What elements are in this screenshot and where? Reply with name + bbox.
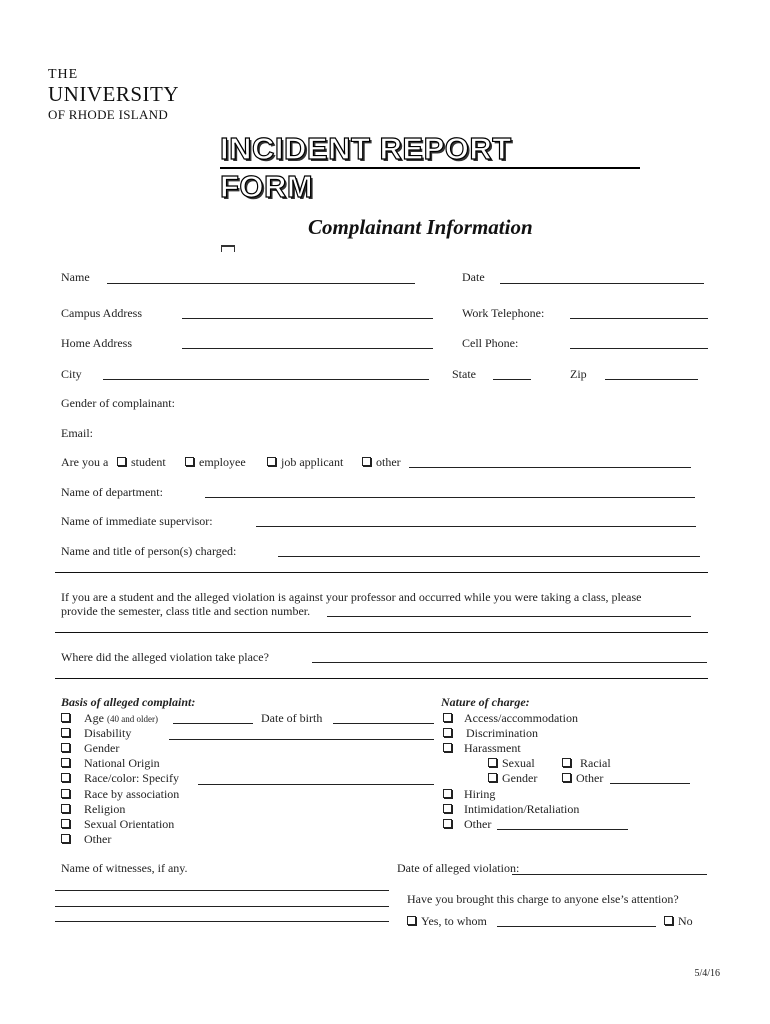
attention-question: Have you brought this charge to anyone else’s attention? bbox=[407, 892, 679, 906]
work-telephone-label: Work Telephone: bbox=[462, 306, 545, 320]
nature-hiring-option[interactable] bbox=[443, 787, 457, 802]
nature-discrimination-label: Discrimination bbox=[466, 726, 538, 740]
checkbox-icon[interactable] bbox=[407, 916, 416, 925]
checkbox-icon[interactable] bbox=[61, 728, 70, 737]
basis-age-note: (40 and older) bbox=[107, 714, 158, 724]
role-employee-option[interactable] bbox=[185, 455, 246, 470]
checkbox-icon[interactable] bbox=[562, 773, 571, 782]
campus-address-field[interactable] bbox=[182, 318, 433, 319]
city-field[interactable] bbox=[103, 379, 429, 380]
witness-field-1[interactable] bbox=[55, 890, 389, 891]
state-field[interactable] bbox=[493, 379, 531, 380]
name-label: Name bbox=[61, 270, 90, 284]
date-of-birth-label: Date of birth bbox=[261, 711, 323, 725]
nature-sexual-option[interactable] bbox=[488, 756, 535, 771]
home-address-field[interactable] bbox=[182, 348, 433, 349]
attention-yes-label: Yes, to whom bbox=[421, 914, 487, 928]
basis-disability-option[interactable] bbox=[61, 726, 75, 741]
basis-disability-label: Disability bbox=[84, 726, 132, 740]
charged-label: Name and title of person(s) charged: bbox=[61, 544, 237, 558]
checkbox-icon[interactable] bbox=[443, 743, 452, 752]
nature-other-sub-label: Other bbox=[576, 771, 604, 785]
department-label: Name of department: bbox=[61, 485, 163, 499]
nature-harassment-option[interactable] bbox=[443, 741, 457, 756]
nature-other-label: Other bbox=[464, 817, 492, 831]
checkbox-icon[interactable] bbox=[488, 773, 497, 782]
city-label: City bbox=[61, 367, 82, 381]
location-field[interactable] bbox=[312, 662, 707, 663]
role-employee-text: employee bbox=[199, 455, 246, 469]
nature-other-sub-field[interactable] bbox=[610, 783, 690, 784]
class-info-field[interactable] bbox=[327, 616, 691, 617]
nature-intimidation-label: Intimidation/Retaliation bbox=[464, 802, 580, 816]
checkbox-icon[interactable] bbox=[443, 713, 452, 722]
nature-heading: Nature of charge: bbox=[441, 695, 530, 709]
logo-line-the: THE bbox=[48, 67, 79, 82]
nature-racial-label: Racial bbox=[580, 756, 611, 770]
form-title-line1: INCIDENT REPORT bbox=[220, 131, 512, 166]
attention-whom-field[interactable] bbox=[497, 926, 656, 927]
role-other-text: other bbox=[376, 455, 401, 469]
basis-age-label bbox=[84, 711, 158, 726]
title-underline bbox=[220, 167, 640, 169]
nature-access-label: Access/accommodation bbox=[464, 711, 578, 725]
checkbox-icon[interactable] bbox=[61, 804, 70, 813]
basis-race-association-option[interactable] bbox=[61, 787, 75, 802]
role-student-option[interactable] bbox=[117, 455, 166, 470]
attention-no-option[interactable] bbox=[664, 914, 693, 929]
basis-national-origin-label: National Origin bbox=[84, 756, 160, 770]
basis-national-origin-option[interactable] bbox=[61, 756, 75, 771]
nature-racial-option[interactable] bbox=[562, 756, 611, 771]
role-job-applicant-text: job applicant bbox=[281, 455, 344, 469]
checkbox-icon[interactable] bbox=[562, 758, 571, 767]
checkbox-icon[interactable] bbox=[488, 758, 497, 767]
checkbox-icon[interactable] bbox=[185, 457, 194, 466]
nature-hiring-label: Hiring bbox=[464, 787, 496, 801]
divider bbox=[55, 572, 708, 573]
university-logo bbox=[48, 68, 179, 121]
nature-other-field[interactable] bbox=[497, 829, 628, 830]
disability-field[interactable] bbox=[169, 739, 434, 740]
basis-sexual-orientation-label: Sexual Orientation bbox=[84, 817, 175, 831]
nature-discrimination-option[interactable] bbox=[443, 726, 457, 741]
small-bracket-mark bbox=[221, 245, 235, 252]
basis-heading: Basis of alleged complaint: bbox=[61, 695, 196, 709]
gender-label: Gender of complainant: bbox=[61, 396, 175, 410]
campus-address-label: Campus Address bbox=[61, 306, 142, 320]
checkbox-icon[interactable] bbox=[61, 819, 70, 828]
nature-access-option[interactable] bbox=[443, 711, 457, 726]
checkbox-icon[interactable] bbox=[443, 728, 452, 737]
checkbox-icon[interactable] bbox=[117, 457, 126, 466]
attention-yes-option[interactable] bbox=[407, 914, 487, 929]
section-title: Complainant Information bbox=[308, 215, 533, 239]
supervisor-label: Name of immediate supervisor: bbox=[61, 514, 213, 528]
basis-race-color-option[interactable] bbox=[61, 771, 75, 786]
checkbox-icon[interactable] bbox=[61, 713, 70, 722]
nature-other-option[interactable] bbox=[443, 817, 457, 832]
checkbox-icon[interactable] bbox=[443, 804, 452, 813]
witness-field-3[interactable] bbox=[55, 921, 389, 922]
basis-gender-option[interactable] bbox=[61, 741, 75, 756]
cell-phone-label: Cell Phone: bbox=[462, 336, 519, 350]
role-job-applicant-option[interactable] bbox=[267, 455, 343, 470]
form-title-line2: FORM bbox=[220, 169, 314, 204]
checkbox-icon[interactable] bbox=[443, 789, 452, 798]
charged-field[interactable] bbox=[278, 556, 700, 557]
age-field[interactable] bbox=[173, 723, 253, 724]
basis-religion-option[interactable] bbox=[61, 802, 75, 817]
witnesses-label: Name of witnesses, if any. bbox=[61, 861, 188, 875]
state-label: State bbox=[452, 367, 476, 381]
location-label: Where did the alleged violation take place? bbox=[61, 650, 269, 664]
department-field[interactable] bbox=[205, 497, 695, 498]
checkbox-icon[interactable] bbox=[664, 916, 673, 925]
checkbox-icon[interactable] bbox=[267, 457, 276, 466]
basis-other-option[interactable] bbox=[61, 832, 75, 847]
witness-field-2[interactable] bbox=[55, 906, 389, 907]
basis-race-color-label: Race/color: Specify bbox=[84, 771, 179, 785]
zip-label: Zip bbox=[570, 367, 587, 381]
attention-no-label: No bbox=[678, 914, 693, 928]
zip-field[interactable] bbox=[605, 379, 698, 380]
nature-harassment-label: Harassment bbox=[464, 741, 521, 755]
nature-intimidation-option[interactable] bbox=[443, 802, 457, 817]
divider bbox=[55, 678, 708, 679]
logo-line-rhode-island: OF RHODE ISLAND bbox=[48, 107, 169, 122]
checkbox-icon[interactable] bbox=[61, 758, 70, 767]
logo-line-university: UNIVERSITY bbox=[48, 82, 179, 106]
basis-other-label: Other bbox=[84, 832, 112, 846]
basis-age-option[interactable] bbox=[61, 711, 75, 726]
nature-gender-option[interactable] bbox=[488, 771, 537, 786]
email-label: Email: bbox=[61, 426, 93, 440]
race-color-field[interactable] bbox=[198, 784, 434, 785]
role-student-text: student bbox=[131, 455, 166, 469]
cell-phone-field[interactable] bbox=[570, 348, 708, 349]
basis-sexual-orientation-option[interactable] bbox=[61, 817, 75, 832]
basis-age-text: Age bbox=[84, 711, 104, 725]
basis-religion-label: Religion bbox=[84, 802, 126, 816]
role-label: Are you a bbox=[61, 455, 109, 469]
checkbox-icon[interactable] bbox=[61, 773, 70, 782]
nature-other-sub-option[interactable] bbox=[562, 771, 603, 786]
date-label: Date bbox=[462, 270, 485, 284]
role-other-field[interactable] bbox=[409, 467, 691, 468]
date-of-birth-field[interactable] bbox=[333, 723, 434, 724]
home-address-label: Home Address bbox=[61, 336, 132, 350]
supervisor-field[interactable] bbox=[256, 526, 696, 527]
date-of-violation-label: Date of alleged violation: bbox=[397, 861, 520, 875]
role-other-option[interactable] bbox=[362, 455, 401, 470]
date-field[interactable] bbox=[500, 283, 704, 284]
student-note-line2: provide the semester, class title and section number. bbox=[61, 604, 311, 618]
name-field[interactable] bbox=[107, 283, 415, 284]
student-note-line1: If you are a student and the alleged violation is against your professor and occurred while you were taking a class, please bbox=[61, 590, 642, 604]
basis-race-association-label: Race by association bbox=[84, 787, 180, 801]
nature-sexual-label: Sexual bbox=[502, 756, 535, 770]
checkbox-icon[interactable] bbox=[443, 819, 452, 828]
date-of-violation-field[interactable] bbox=[512, 874, 707, 875]
divider bbox=[55, 632, 708, 633]
checkbox-icon[interactable] bbox=[61, 834, 70, 843]
checkbox-icon[interactable] bbox=[362, 457, 371, 466]
nature-gender-label: Gender bbox=[502, 771, 538, 785]
revision-date: 5/4/16 bbox=[694, 968, 720, 979]
work-telephone-field[interactable] bbox=[570, 318, 708, 319]
checkbox-icon[interactable] bbox=[61, 789, 70, 798]
checkbox-icon[interactable] bbox=[61, 743, 70, 752]
basis-gender-label: Gender bbox=[84, 741, 120, 755]
